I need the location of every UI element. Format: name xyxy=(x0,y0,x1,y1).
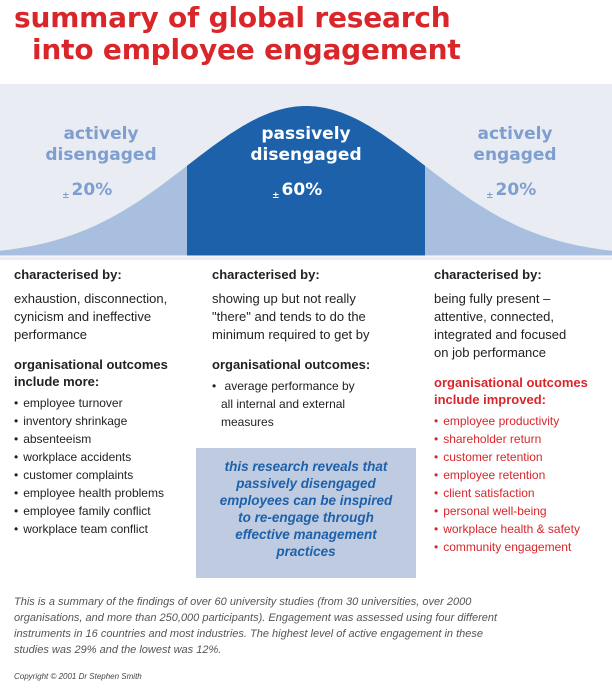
outcomes-heading xyxy=(434,374,606,408)
characterised-line: performance xyxy=(14,327,87,342)
bell-curve xyxy=(0,84,612,260)
list-item: • workplace accidents xyxy=(14,448,194,466)
list-item: • customer retention xyxy=(434,448,606,466)
outcomes-heading: organisational outcomes: xyxy=(212,357,371,372)
title-line-1: summary of global research xyxy=(14,1,451,34)
callout-line: practices xyxy=(276,544,336,559)
footnote-line: This is a summary of the findings of over 60 university studies (from 30 universities, over 2000 xyxy=(14,596,472,608)
segment-3-line-2: engaged xyxy=(473,145,557,165)
segment-1-line-1: actively xyxy=(63,124,139,144)
characterised-heading: characterised by: xyxy=(14,267,122,282)
segment-3-percent: 20% xyxy=(495,180,537,200)
list-item: • community engagement xyxy=(434,538,606,556)
characterised-line: attentive, connected, xyxy=(434,309,554,324)
outcomes-heading-line: organisational outcomes xyxy=(434,375,588,390)
list-item: • client satisfaction xyxy=(434,484,606,502)
characterised-line: being fully present – xyxy=(434,291,551,306)
column-actively-disengaged xyxy=(14,266,194,538)
list-item: • personal well-being xyxy=(434,502,606,520)
callout-line: employees can be inspired xyxy=(219,493,393,508)
characterised-line: showing up but not really xyxy=(212,291,356,306)
characterised-line: integrated and focused xyxy=(434,327,567,342)
copyright: Copyright © 2001 Dr Stephen Smith xyxy=(14,672,142,681)
outcomes-heading-line: include improved: xyxy=(434,392,546,407)
segment-1-line-2: disengaged xyxy=(45,145,157,165)
outcome-line: measures xyxy=(221,415,274,429)
characterised-line: "there" and tends to do the xyxy=(212,309,366,324)
list-item: • inventory shrinkage xyxy=(14,412,194,430)
segment-percent-actively-engaged xyxy=(486,180,536,201)
callout-line: this research reveals that xyxy=(224,459,388,474)
list-item xyxy=(212,377,412,431)
list-item: • workplace team conflict xyxy=(14,520,194,538)
footnote xyxy=(14,594,599,658)
callout-box xyxy=(196,448,416,578)
list-item: • employee health problems xyxy=(14,484,194,502)
outcomes-heading-line: include more: xyxy=(14,374,100,389)
page-title xyxy=(14,2,461,66)
segment-2-line-2: disengaged xyxy=(250,145,362,165)
characterised-heading: characterised by: xyxy=(434,267,542,282)
footnote-line: organisations, and more than 250,000 participants). Engagement was assessed using four different xyxy=(14,612,498,624)
segment-percent-actively-disengaged xyxy=(62,180,112,201)
characterised-text xyxy=(14,290,194,344)
column-actively-engaged xyxy=(434,266,606,556)
characterised-heading: characterised by: xyxy=(212,267,320,282)
outcomes-list xyxy=(434,412,606,556)
characterised-line: minimum required to get by xyxy=(212,327,370,342)
outcomes-list xyxy=(14,394,194,538)
list-item: • employee family conflict xyxy=(14,502,194,520)
characterised-text xyxy=(212,290,412,344)
segment-label-actively-engaged xyxy=(456,124,574,166)
list-item: • employee productivity xyxy=(434,412,606,430)
callout-line: effective management xyxy=(235,527,377,542)
list-item: • workplace health & safety xyxy=(434,520,606,538)
outcomes-heading-line: organisational outcomes xyxy=(14,357,168,372)
segment-1-percent: 20% xyxy=(71,180,113,200)
characterised-line: exhaustion, disconnection, xyxy=(14,291,168,306)
outcome-line: average performance by xyxy=(224,379,355,393)
callout-line: passively disengaged xyxy=(236,476,376,491)
list-item: • shareholder return xyxy=(434,430,606,448)
segment-2-line-1: passively xyxy=(261,124,351,144)
segment-2-percent: 60% xyxy=(281,180,323,200)
segment-1-plusminus: ± xyxy=(62,191,70,201)
segment-3-line-1: actively xyxy=(477,124,553,144)
outcomes-list xyxy=(212,377,412,431)
column-passively-disengaged xyxy=(212,266,412,431)
characterised-line: on job performance xyxy=(434,345,547,360)
segment-label-actively-disengaged xyxy=(42,124,160,166)
segment-percent-passively-disengaged xyxy=(272,180,322,201)
segment-2-plusminus: ± xyxy=(272,191,280,201)
list-item: • employee turnover xyxy=(14,394,194,412)
footnote-line: instruments in 16 countries and most industries. The highest level of active engagement in these xyxy=(14,628,483,640)
list-item: • employee retention xyxy=(434,466,606,484)
segment-label-passively-disengaged xyxy=(236,124,376,166)
callout-line: to re-engage through xyxy=(238,510,374,525)
segment-3-plusminus: ± xyxy=(486,191,494,201)
title-line-2: into employee engagement xyxy=(32,33,461,66)
outcome-line: all internal and external xyxy=(221,397,346,411)
outcomes-heading xyxy=(14,356,194,390)
characterised-text xyxy=(434,290,606,362)
characterised-line: cynicism and ineffective xyxy=(14,309,152,324)
list-item: • customer complaints xyxy=(14,466,194,484)
footnote-line: studies was 29% and the lowest was 12%. xyxy=(14,644,222,656)
list-item: • absenteeism xyxy=(14,430,194,448)
